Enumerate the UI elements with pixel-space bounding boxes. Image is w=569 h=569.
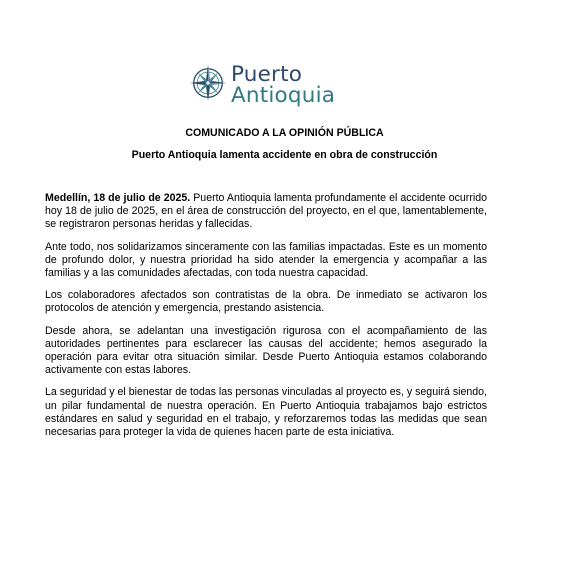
logo-wordmark-antioquia: Antioquia <box>231 83 336 108</box>
puerto-antioquia-logo <box>189 64 349 112</box>
paragraph-3: Los colaboradores afectados son contratistas de la obra. De inmediato se activaron los protocolos de atención y emergencia, prestando asistencia. <box>45 289 487 315</box>
paragraph-1 <box>45 192 487 232</box>
document-body <box>45 192 487 448</box>
compass-rose-icon <box>189 64 227 102</box>
paragraph-2: Ante todo, nos solidarizamos sinceramente con las familias impactadas. Este es un momento de profundo dolor, y nuestra prioridad ha sido atender la emergencia y acompañar a las familias y a las comunidades afectadas, con toda nuestra capacidad. <box>45 240 487 280</box>
paragraph-5: La seguridad y el bienestar de todas las personas vinculadas al proyecto es, y seguirá siendo, un pilar fundamental de nuestra operación. En Puerto Antioquia trabajamos bajo estrictos estándares en salud y seguridad en el trabajo, y reforzaremos todas las medidas que sean necesarias para proteger la vida de quienes hacen parte de esta iniciativa. <box>45 386 487 439</box>
document-subtitle: Puerto Antioquia lamenta accidente en obra de construcción <box>131 149 438 161</box>
logo-wordmark-puerto: Puerto <box>231 62 303 87</box>
paragraph-1-text: Puerto Antioquia lamenta profundamente el accidente ocurrido hoy 18 de julio de 2025, en el área de construcción del proyecto, en el que, lamentablemente, se registraron personas heridas y fallecidas. <box>45 192 487 231</box>
paragraph-4: Desde ahora, se adelantan una investigación rigurosa con el acompañamiento de las autoridades pertinentes para esclarecer las causas del accidente; hemos asegurado la operación para evitar otra situación similar. Desde Puerto Antioquia estamos colaborando activamente con estas labores. <box>45 324 487 377</box>
dateline: Medellín, 18 de julio de 2025. <box>45 192 191 204</box>
document-title: COMUNICADO A LA OPINIÓN PÚBLICA <box>185 127 384 139</box>
